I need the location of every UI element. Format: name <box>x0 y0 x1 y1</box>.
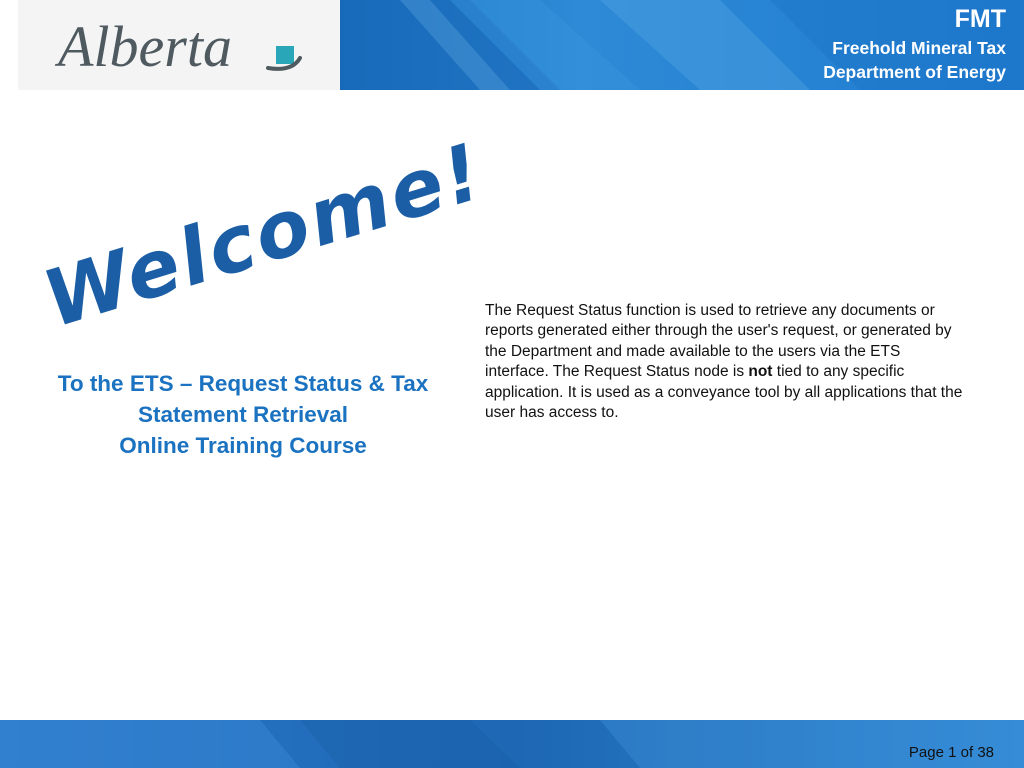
alberta-logo-wordmark <box>54 6 324 86</box>
department-name: Department of Energy <box>823 62 1006 82</box>
course-title <box>22 368 464 461</box>
course-title-line-3: Online Training Course <box>119 433 367 458</box>
description-text-part-1: The Request Status function is used to retrieve any documents or reports generated either through the user's request, or generated by the Department and made available to the users via the ETS interface. The Request Status node is <box>485 302 952 381</box>
page-indicator <box>909 744 994 762</box>
total-pages: 38 <box>977 744 994 761</box>
footer <box>0 720 1024 768</box>
header-banner <box>340 0 1024 90</box>
program-acronym: FMT <box>954 5 1006 33</box>
logo-square-icon <box>276 46 294 64</box>
of-label: of <box>960 744 974 761</box>
course-title-line-2: Statement Retrieval <box>137 402 349 427</box>
alberta-logo <box>18 0 340 90</box>
logo-text: Alberta <box>58 14 232 79</box>
course-title-line-1: To the ETS – Request Status & Tax <box>57 371 429 396</box>
header <box>0 0 1024 90</box>
description-emphasis: not <box>748 363 773 381</box>
footer-streaks <box>0 720 1024 768</box>
welcome-heading <box>33 126 495 348</box>
description-text-part-2: tied to any specific application. It is used as a conveyance tool by all applications that the user has access to. <box>485 363 963 422</box>
request-status-description <box>485 301 965 423</box>
page-label: Page <box>908 744 944 761</box>
program-name: Freehold Mineral Tax <box>832 38 1006 58</box>
welcome-text: Welcome! <box>33 126 495 346</box>
current-page: 1 <box>948 744 957 761</box>
banner-title-block <box>823 4 1006 84</box>
